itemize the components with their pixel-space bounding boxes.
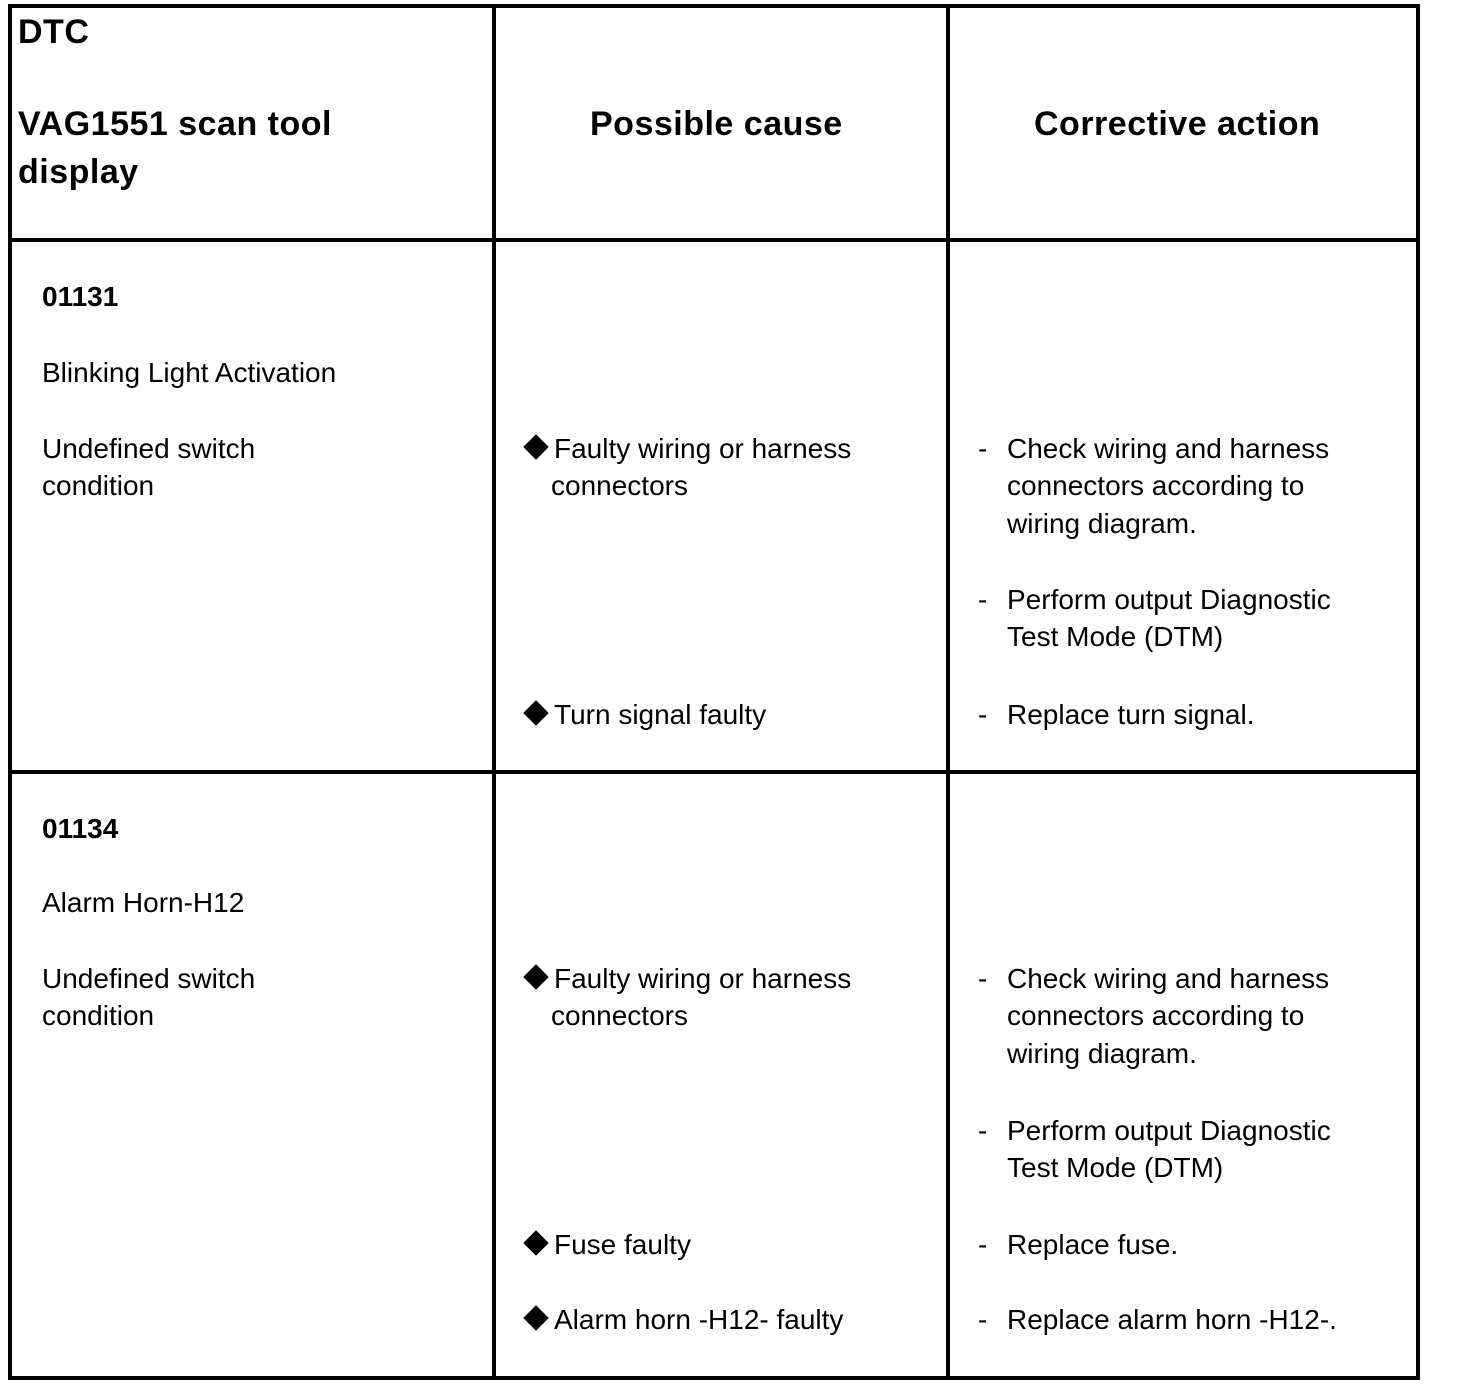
cause-item: Alarm horn -H12- faulty [554,1304,844,1335]
header-scan-tool-line2: display [18,153,139,191]
header-row-divider [12,238,1416,242]
dash-bullet: - [978,699,988,730]
dtc-component: Alarm Horn-H12 [42,887,245,918]
dash-bullet: - [978,1304,988,1335]
action-item: Replace alarm horn -H12-. [1007,1304,1337,1335]
cause-item: Turn signal faulty [554,699,767,730]
dash-bullet: - [978,1229,988,1260]
action-item-continued: Test Mode (DTM) [1007,621,1224,652]
column-divider-2 [946,8,950,1376]
dtc-code: 01131 [42,281,119,312]
row-divider [12,770,1416,774]
cause-item: Faulty wiring or harness [554,433,852,464]
cause-item: Faulty wiring or harness [554,963,852,994]
dtc-condition-line2: condition [42,1000,155,1031]
action-item: Perform output Diagnostic [1007,584,1331,615]
dash-bullet: - [978,963,988,994]
column-divider-1 [492,8,496,1376]
header-dtc: DTC [18,13,90,51]
action-item: Perform output Diagnostic [1007,1115,1331,1146]
header-possible-cause: Possible cause [590,105,843,143]
action-item: Replace fuse. [1007,1229,1179,1260]
action-item-continued: wiring diagram. [1007,1038,1197,1069]
dtc-condition-line2: condition [42,470,155,501]
action-item-continued: Test Mode (DTM) [1007,1152,1224,1183]
dtc-condition-line1: Undefined switch [42,963,256,994]
cause-item-continued: connectors [551,1000,688,1031]
dtc-condition-line1: Undefined switch [42,433,256,464]
dtc-component: Blinking Light Activation [42,357,337,388]
action-item-continued: connectors according to [1007,1000,1305,1031]
action-item: Check wiring and harness [1007,433,1330,464]
cause-item-continued: connectors [551,470,688,501]
action-item-continued: connectors according to [1007,470,1305,501]
action-item: Check wiring and harness [1007,963,1330,994]
action-item-continued: wiring diagram. [1007,508,1197,539]
dtc-code: 01134 [42,813,119,844]
header-scan-tool-line1: VAG1551 scan tool [18,105,332,143]
header-corrective-action: Corrective action [1034,105,1321,143]
action-item: Replace turn signal. [1007,699,1255,730]
dash-bullet: - [978,584,988,615]
dash-bullet: - [978,1115,988,1146]
cause-item: Fuse faulty [554,1229,691,1260]
dash-bullet: - [978,433,988,464]
